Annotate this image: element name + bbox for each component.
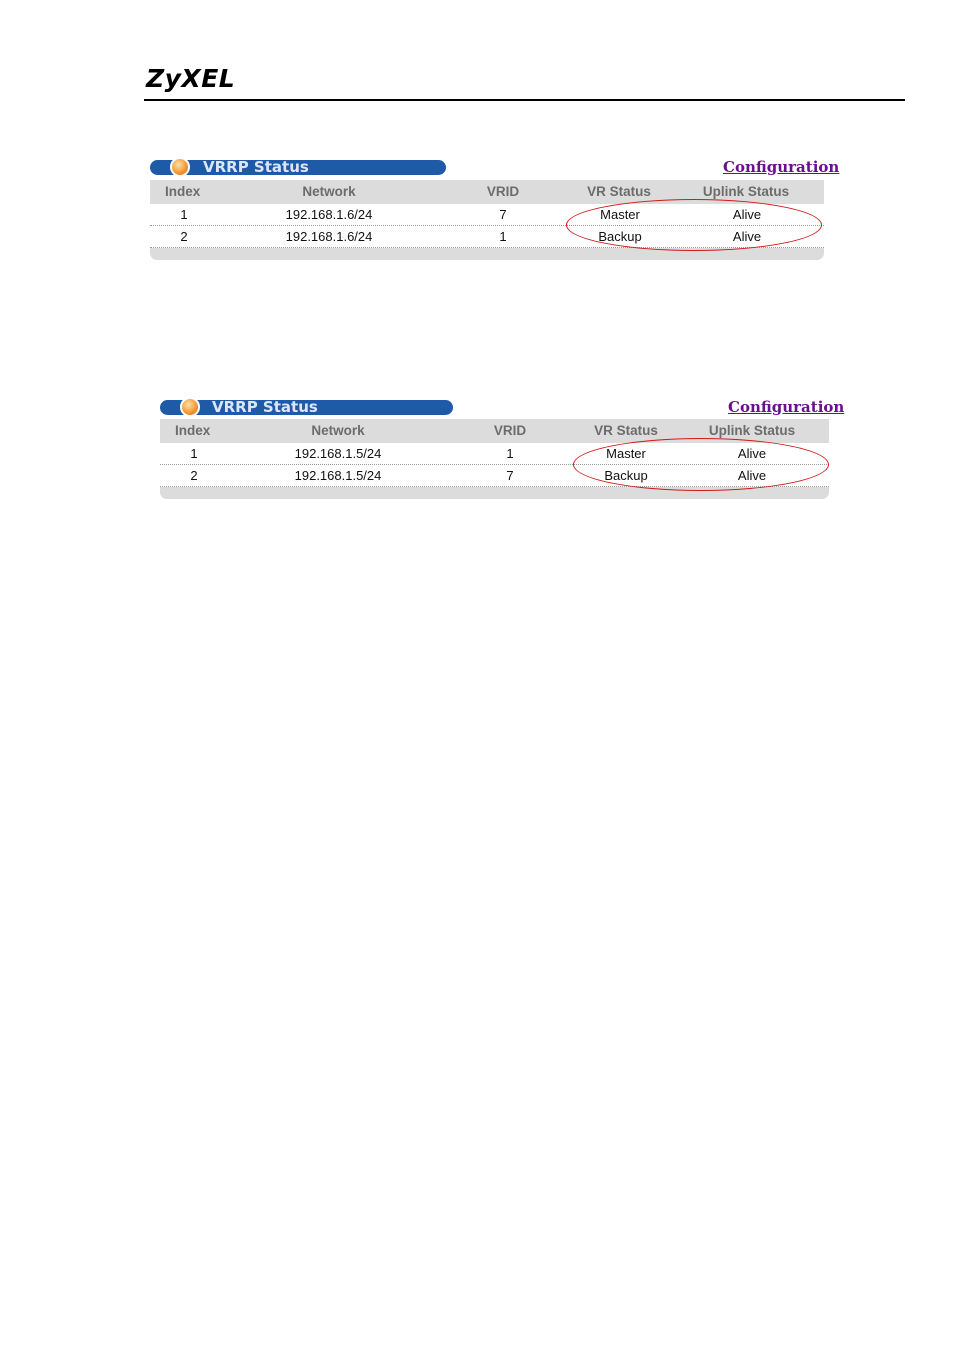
cell-index: 2	[190, 468, 198, 483]
highlight-ellipse	[573, 438, 829, 491]
column-header-index: Index	[175, 423, 211, 438]
column-header-vr-status: VR Status	[594, 423, 658, 438]
cell-network: 192.168.1.5/24	[294, 446, 382, 461]
cell-vr-status: Master	[600, 207, 640, 222]
cell-index: 2	[180, 229, 188, 244]
column-header-uplink-status: Uplink Status	[708, 423, 796, 438]
cell-uplink-status: Alive	[737, 468, 767, 483]
cell-vrid: 1	[506, 446, 514, 461]
cell-uplink-status: Alive	[732, 207, 762, 222]
column-header-uplink-status: Uplink Status	[702, 184, 790, 199]
cell-network: 192.168.1.6/24	[285, 207, 373, 222]
column-header-index: Index	[165, 184, 201, 199]
column-header-network: Network	[302, 184, 356, 199]
cell-vr-status: Master	[606, 446, 646, 461]
cell-vrid: 1	[499, 229, 507, 244]
panel-title: VRRP Status	[212, 398, 318, 416]
cell-network: 192.168.1.6/24	[285, 229, 373, 244]
column-header-network: Network	[311, 423, 365, 438]
cell-index: 1	[180, 207, 188, 222]
cell-vr-status: Backup	[598, 229, 642, 244]
column-header-vr-status: VR Status	[587, 184, 651, 199]
configuration-link[interactable]: Configuration	[728, 398, 845, 416]
status-orb-icon	[180, 397, 200, 417]
highlight-ellipse	[566, 199, 822, 251]
configuration-link[interactable]: Configuration	[723, 158, 840, 176]
header-rule	[144, 99, 905, 101]
column-header-vrid: VRID	[493, 423, 527, 438]
zyxel-logo: ZyXEL	[146, 64, 236, 93]
cell-network: 192.168.1.5/24	[294, 468, 382, 483]
cell-uplink-status: Alive	[737, 446, 767, 461]
column-header-vrid: VRID	[486, 184, 520, 199]
cell-vrid: 7	[499, 207, 507, 222]
panel-title: VRRP Status	[203, 158, 309, 176]
status-orb-icon	[170, 157, 190, 177]
cell-vr-status: Backup	[604, 468, 648, 483]
cell-uplink-status: Alive	[732, 229, 762, 244]
cell-vrid: 7	[506, 468, 514, 483]
cell-index: 1	[190, 446, 198, 461]
